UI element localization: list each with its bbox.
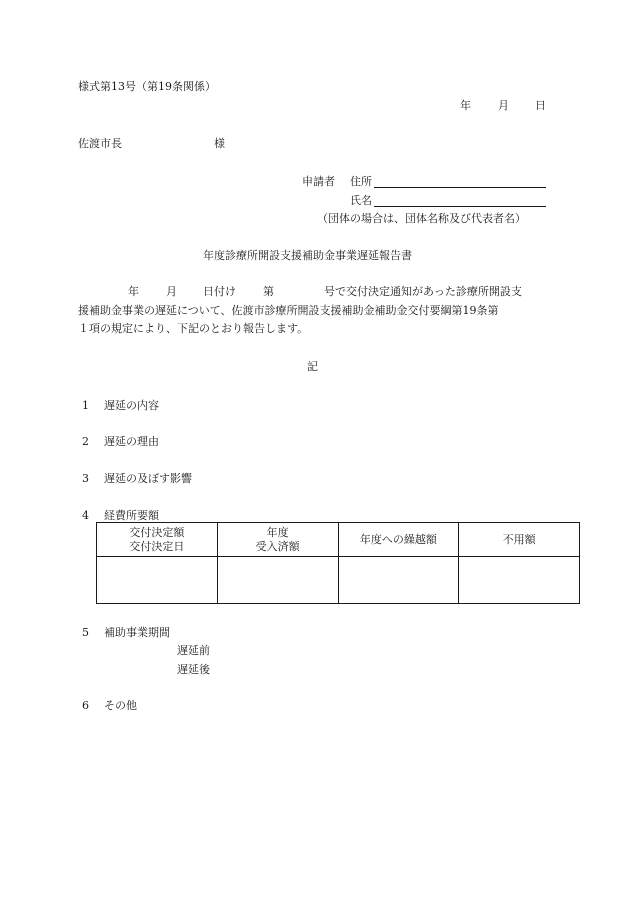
body-day: 日付け: [203, 285, 236, 298]
body-line2: 援補助金事業の遅延について、佐渡市診療所開設支援補助金補助金交付要綱第19条第: [78, 304, 499, 317]
table-header-row: [97, 523, 580, 557]
applicant-label: 申請者: [302, 175, 335, 188]
addressee-honorific: 様: [214, 137, 225, 150]
item-number: 2: [82, 435, 89, 448]
header-unused-amount: 不用額: [459, 523, 580, 557]
body-line1-rest: 号で交付決定通知があった診療所開設支: [324, 285, 522, 298]
body-dai: 第: [263, 285, 274, 298]
date-year-label: 年: [460, 99, 471, 112]
body-year: 年: [128, 285, 139, 298]
item-label: その他: [104, 699, 137, 712]
name-field[interactable]: [374, 194, 546, 207]
date-day-label: 日: [535, 99, 546, 112]
expense-table: [96, 522, 580, 604]
body-line3: １項の規定により、下記のとおり報告します。: [78, 322, 309, 335]
name-label: 氏名: [350, 194, 372, 207]
table-row: [97, 557, 580, 604]
date-month-label: 月: [498, 99, 509, 112]
ki-heading: 記: [307, 360, 318, 373]
item-label: 遅延の理由: [104, 435, 159, 448]
header-received-amount: 年度 受入済額: [217, 523, 338, 557]
table-cell[interactable]: [217, 557, 338, 604]
item-number: 5: [82, 626, 89, 639]
item-number: 1: [82, 399, 89, 412]
item-number: 6: [82, 699, 89, 712]
item-label: 遅延の及ぼす影響: [104, 472, 192, 485]
header-grant-amount: 交付決定額 交付決定日: [97, 523, 218, 557]
item-label: 経費所要額: [104, 509, 159, 522]
applicant-note: （団体の場合は、団体名称及び代表者名）: [317, 212, 526, 225]
period-before: 遅延前: [177, 644, 210, 657]
table-cell[interactable]: [459, 557, 580, 604]
table-cell[interactable]: [338, 557, 459, 604]
address-label: 住所: [350, 175, 372, 188]
item-number: 3: [82, 472, 89, 485]
form-number: 様式第13号（第19条関係）: [78, 80, 216, 93]
item-number: 4: [82, 509, 89, 522]
period-after: 遅延後: [177, 663, 210, 676]
item-label: 補助事業期間: [104, 626, 170, 639]
item-label: 遅延の内容: [104, 399, 159, 412]
table-cell[interactable]: [97, 557, 218, 604]
body-month: 月: [166, 285, 177, 298]
address-field[interactable]: [374, 175, 546, 188]
addressee-name: 佐渡市長: [78, 137, 122, 150]
document-title: 年度診療所開設支援補助金事業遅延報告書: [203, 249, 412, 262]
header-carryover-amount: 年度への繰越額: [338, 523, 459, 557]
